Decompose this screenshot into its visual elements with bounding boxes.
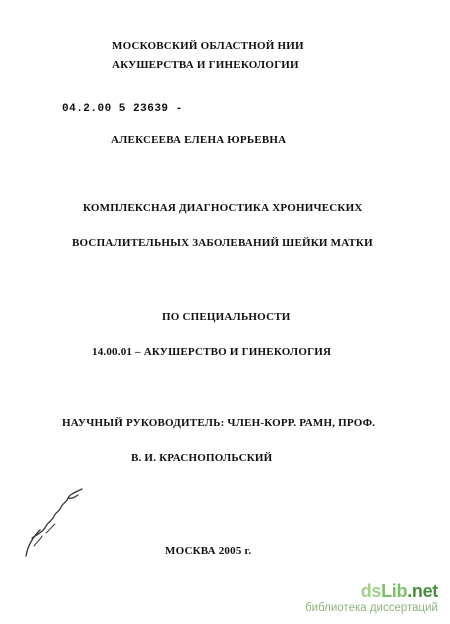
watermark-brand-part2: Lib — [381, 581, 408, 601]
supervisor-label: НАУЧНЫЙ РУКОВОДИТЕЛЬ: ЧЛЕН-КОРР. РАМН, ПРОФ. — [62, 417, 376, 429]
institute-name-line1: МОСКОВСКИЙ ОБЛАСТНОЙ НИИ — [112, 40, 304, 52]
author-name: АЛЕКСЕЕВА ЕЛЕНА ЮРЬЕВНА — [111, 134, 287, 146]
supervisor-name: В. И. КРАСНОПОЛЬСКИЙ — [131, 452, 273, 464]
specialty-code: 14.00.01 – АКУШЕРСТВО И ГИНЕКОЛОГИЯ — [92, 346, 332, 358]
watermark-logo — [305, 582, 438, 614]
registry-code: 04.2.00 5 23639 - — [62, 103, 183, 115]
handwritten-signature — [20, 486, 105, 561]
place-and-year: МОСКВА 2005 г. — [165, 545, 252, 557]
specialty-label: ПО СПЕЦИАЛЬНОСТИ — [162, 311, 291, 323]
watermark-subtitle: библиотека диссертаций — [305, 602, 438, 614]
thesis-title-line2: ВОСПАЛИТЕЛЬНЫХ ЗАБОЛЕВАНИЙ ШЕЙКИ МАТКИ — [72, 237, 373, 249]
institute-name-line2: АКУШЕРСТВА И ГИНЕКОЛОГИИ — [112, 59, 299, 71]
watermark-brand-part3: .net — [407, 581, 438, 601]
watermark-brand-part1: ds — [360, 581, 382, 601]
thesis-title-line1: КОМПЛЕКСНАЯ ДИАГНОСТИКА ХРОНИЧЕСКИХ — [83, 202, 363, 214]
watermark-brand — [305, 582, 438, 600]
